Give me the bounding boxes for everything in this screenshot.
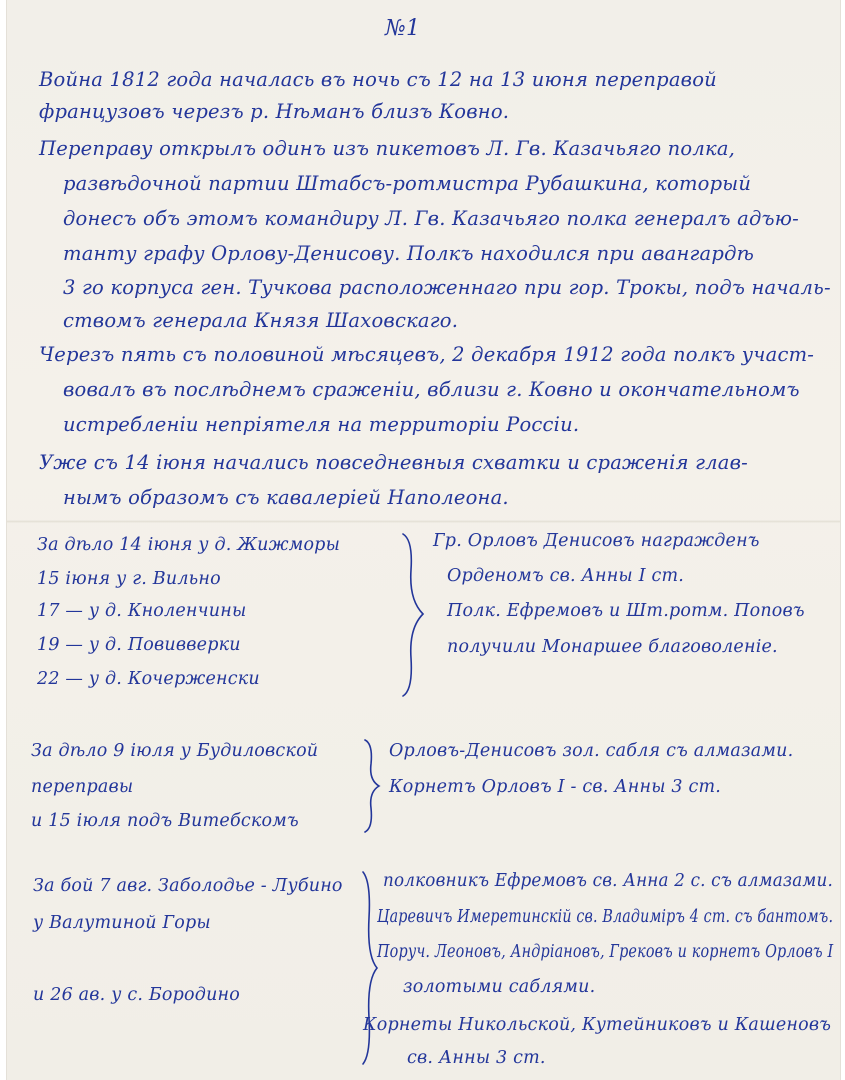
text-line: 3 го корпуса ген. Тучкова расположеннаго при гор. Трокы, подъ началь- — [63, 276, 831, 299]
award-right-line: Царевичъ Имеретинскій св. Владиміръ 4 ст. съ бантомъ. — [377, 907, 834, 927]
award-left-line: 19 — у д. Повивверки — [37, 635, 241, 655]
text-line: вовалъ въ послѣднемъ сраженіи, вблизи г. Ковно и окончательномъ — [63, 378, 800, 401]
award-right-line: Корнетъ Орловъ I - св. Анны 3 ст. — [389, 777, 722, 797]
text-line: нымъ образомъ съ кавалеріей Наполеона. — [63, 486, 509, 509]
award-left-line: и 15 іюля подъ Витебскомъ — [31, 811, 299, 831]
award-left-line: у Валутиной Горы — [33, 913, 211, 933]
text-line: развѣдочной партии Штабсъ-ротмистра Рубашкина, который — [63, 172, 752, 195]
award-right-line: Корнеты Никольской, Кутейниковъ и Кашеновъ — [363, 1015, 832, 1035]
award-right-line: Гр. Орловъ Денисовъ награжденъ — [433, 531, 760, 551]
award-left-line: 17 — у д. Кноленчины — [37, 601, 247, 621]
award-right-line: золотыми саблями. — [403, 977, 596, 997]
award-left-line: За бой 7 авг. Заболодье - Лубино — [33, 876, 343, 896]
brace-mark — [361, 736, 385, 836]
page-number: №1 — [385, 16, 421, 41]
brace-mark — [357, 868, 381, 1068]
text-line: ствомъ генерала Князя Шаховскаго. — [63, 309, 459, 332]
award-left-line: За дѣло 9 іюля у Будиловской — [31, 741, 319, 761]
paper-fold — [7, 520, 840, 523]
text-line: Уже съ 14 іюня начались повседневныя схватки и сраженія глав- — [39, 451, 748, 474]
brace-mark — [399, 530, 429, 700]
award-right-line: Орловъ-Денисовъ зол. сабля съ алмазами. — [389, 741, 794, 761]
award-left-line: 22 — у д. Кочерженски — [37, 669, 260, 689]
text-line: французовъ черезъ р. Нѣманъ близъ Ковно. — [39, 100, 510, 123]
award-right-line: Орденомъ св. Анны I ст. — [447, 566, 685, 586]
text-line: Война 1812 года началась въ ночь съ 12 на 13 июня переправой — [39, 68, 717, 91]
award-right-line: св. Анны 3 ст. — [407, 1048, 546, 1068]
award-left-line: переправы — [31, 777, 134, 797]
award-right-line: полковникъ Ефремовъ св. Анна 2 с. съ алмазами. — [383, 871, 833, 891]
text-line: истребленіи непріятеля на территоріи Россіи. — [63, 413, 580, 436]
text-line: танту графу Орлову-Денисову. Полкъ находился при авангардѣ — [63, 242, 755, 265]
text-line: Переправу открылъ одинъ изъ пикетовъ Л. Гв. Казачьяго полка, — [39, 137, 736, 160]
award-right-line: получили Монаршее благоволеніе. — [447, 637, 778, 657]
paper-sheet — [6, 0, 841, 1080]
award-left-line: 15 іюня у г. Вильно — [37, 569, 221, 589]
text-line: Черезъ пять съ половиной мѣсяцевъ, 2 декабря 1912 года полкъ участ- — [39, 343, 815, 366]
award-left-line: За дѣло 14 іюня у д. Жижморы — [37, 535, 341, 555]
award-right-line: Полк. Ефремовъ и Шт.ротм. Поповъ — [447, 601, 805, 621]
award-right-line: Поруч. Леоновъ, Андріановъ, Грековъ и корнетъ Орловъ I — [377, 942, 834, 962]
text-line: донесъ объ этомъ командиру Л. Гв. Казачьяго полка генералъ адъю- — [63, 207, 799, 230]
award-left-line: и 26 ав. у с. Бородино — [33, 985, 241, 1005]
